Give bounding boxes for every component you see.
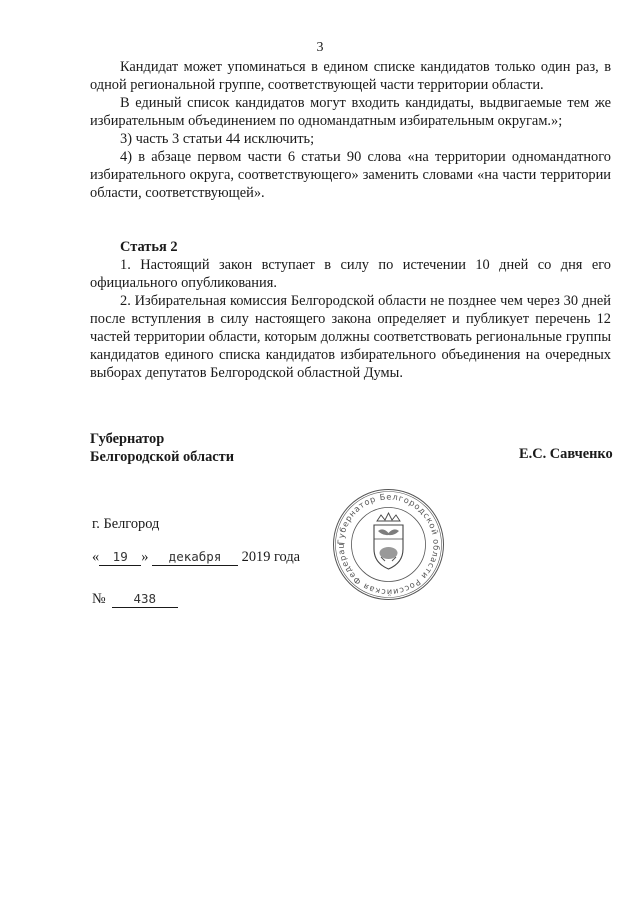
coat-of-arms-icon — [374, 513, 403, 569]
law-amendments-block — [90, 58, 611, 202]
date-open-quote: « — [92, 549, 100, 565]
paragraph-candidate-once: Кандидат может упоминаться в едином списке кандидатов только один раз, в одной региональной группе, соответствующей части территории области. — [90, 59, 611, 93]
signatory-name: Е.С. Савченко — [519, 446, 613, 462]
seal-icon — [331, 487, 446, 602]
signing-date — [92, 549, 300, 566]
document-number — [92, 591, 178, 608]
page-number: 3 — [316, 40, 324, 55]
seal-text: Губернатор Белгородской области Российская Федерац — [335, 491, 442, 598]
article-paragraph-1: 1. Настоящий закон вступает в силу по истечении 10 дней со дня его официального опубликования. — [90, 257, 611, 291]
date-day: 19 — [99, 549, 141, 566]
article-heading: Статья 2 — [120, 239, 178, 255]
paragraph-item-3: 3) часть 3 статьи 44 исключить; — [120, 131, 315, 147]
article-2-block — [90, 238, 611, 382]
date-year: 2019 года — [241, 549, 301, 565]
article-paragraph-2: 2. Избирательная комиссия Белгородской области не позднее чем через 30 дней после вступления в силу настоящего закона определяет и публикует перечень 12 частей территории области, которым должны соответствовать региональные группы кандидатов единого списка кандидатов избирательного объединения на очередных выборах депутатов Белгородской областной Думы. — [90, 293, 611, 381]
place-of-signing: г. Белгород — [92, 516, 160, 532]
number-value: 438 — [112, 591, 178, 608]
signatory-title-line2: Белгородской области — [90, 449, 235, 465]
paragraph-item-4: 4) в абзаце первом части 6 статьи 90 слова «на территории одномандатного избирательного округа, соответствующего» заменить словами «на части территории области, соответствующей». — [90, 149, 611, 201]
date-month: декабря — [152, 549, 238, 566]
signatory-title — [90, 430, 234, 466]
signatory-title-line1: Губернатор — [90, 431, 165, 447]
date-close-quote: » — [141, 549, 149, 565]
official-seal-stamp — [331, 487, 446, 602]
number-label: № — [92, 591, 106, 607]
paragraph-single-list: В единый список кандидатов могут входить кандидаты, выдвигаемые тем же избирательным объединением по одномандатным избирательным округам.»; — [90, 95, 611, 129]
